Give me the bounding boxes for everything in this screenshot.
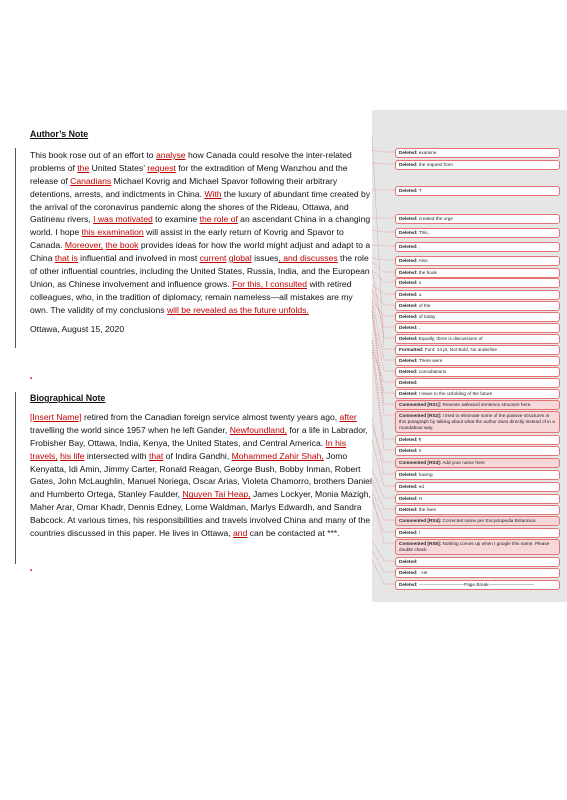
comment-balloon[interactable]: [395, 458, 560, 468]
revision-balloon[interactable]: [395, 345, 560, 355]
revision-balloon[interactable]: [395, 242, 560, 252]
balloon-text: Font: 14 pt, Not Bold, No underline: [423, 347, 497, 352]
comment-balloon[interactable]: [395, 400, 560, 410]
balloon-label: Deleted:: [399, 292, 418, 297]
change-bar: [15, 392, 16, 564]
balloon-text: Equally, there is discussions of: [417, 336, 483, 341]
balloon-label: Deleted:: [399, 369, 418, 374]
paragraph-text[interactable]: issues: [251, 253, 279, 264]
balloon-text: examine: [417, 150, 437, 155]
balloon-label: Deleted:: [399, 391, 418, 396]
balloon-text: Also: [417, 258, 428, 263]
tracked-insertion[interactable]: that is: [54, 253, 78, 264]
tracked-insertion[interactable]: after: [339, 411, 357, 422]
revision-balloon[interactable]: [395, 378, 560, 388]
paragraph-text[interactable]: This book rose out of an effort to: [30, 149, 156, 160]
dateline: Ottawa, August 15, 2020: [30, 323, 125, 334]
balloon-label: Deleted:: [399, 496, 418, 501]
balloon-label: Deleted:: [399, 358, 418, 363]
tracked-insertion[interactable]: I was motivated: [93, 214, 153, 225]
author-note-paragraph[interactable]: [30, 149, 372, 317]
tracked-insertion[interactable]: will be revealed as the future unfolds.: [166, 304, 309, 315]
balloon-label: Commented [RS4]:: [399, 518, 442, 523]
tracked-insertion[interactable]: analyse: [155, 149, 186, 160]
revision-balloon[interactable]: [395, 446, 560, 456]
balloon-label: Deleted:: [399, 484, 418, 489]
paragraph-text[interactable]: Michael Kovrig and Michael Spavor following their arbitrary detentions, arrests, and indictments in China.: [30, 175, 338, 199]
paragraph-text[interactable]: intersected with: [84, 450, 149, 461]
comment-balloon[interactable]: [395, 411, 560, 433]
balloon-text: Rewrote awkward sentence structure here.: [441, 402, 532, 407]
revision-balloon[interactable]: [395, 334, 560, 344]
paragraph-text[interactable]: for the extradition of Meng Wanzhou and the release of: [30, 162, 348, 186]
paragraph-text[interactable]: United States’: [89, 162, 148, 173]
balloon-label: Commented [RS2]:: [399, 413, 442, 418]
tracked-insertion[interactable]: Nguyen Tai Heap,: [182, 489, 251, 500]
paragraph-text[interactable]: for a life in Labrador, Frobisher Bay, Ottawa, India, Kenya, the United States, and Central America.: [30, 424, 368, 448]
balloon-text: the book: [417, 270, 437, 275]
tracked-insertion[interactable]: For this, I consulted: [232, 278, 308, 289]
comment-balloon[interactable]: [395, 539, 560, 555]
balloon-label: Commented [RS3]:: [399, 460, 442, 465]
balloon-text: consultations: [417, 369, 447, 374]
balloon-label: Deleted:: [399, 582, 418, 587]
paragraph-mark-icon: ▪: [30, 376, 33, 382]
balloon-label: Deleted:: [399, 336, 418, 341]
paragraph-text[interactable]: how Canada could resolve the inter-related problems of: [30, 149, 352, 173]
balloon-text: s: [417, 280, 422, 285]
tracked-insertion[interactable]: the role of: [199, 214, 238, 225]
balloon-label: Deleted:: [399, 258, 418, 263]
balloon-text: u: [417, 292, 422, 297]
tracked-insertion[interactable]: , and discusses: [278, 253, 338, 264]
paragraph-text[interactable]: can be contacted at ***.: [247, 528, 340, 539]
balloon-label: Deleted:: [399, 530, 418, 535]
paragraph-text[interactable]: James Lockyer, Monia Mazigh, Maher Arar, Omar Khadr, Dennis Edney, Lorne Waldman, Marlys Edwardh, and Sandra Babcock. At various times, his responsibilities and travels involved China and many of the countries discussed in this paper. He lives in Ottawa,: [30, 489, 371, 539]
balloon-label: Commented [RS1]:: [399, 402, 442, 407]
tracked-insertion[interactable]: Canadians: [70, 175, 112, 186]
revision-balloon[interactable]: [395, 323, 560, 333]
revision-balloon[interactable]: [395, 470, 560, 480]
balloon-label: Deleted:: [399, 303, 418, 308]
author-note-section: [30, 128, 372, 344]
comment-balloon[interactable]: [395, 516, 560, 526]
tracked-insertion[interactable]: current: [199, 253, 227, 264]
balloon-text: created the urge: [417, 216, 453, 221]
paragraph-text[interactable]: the luxury of abundant time created by the arrival of the coronavirus pandemic along the shores of the Rideau, Ottawa, and Gatineau rivers,: [30, 188, 371, 225]
balloon-text: Nothing comes up when I google this name. Please double check: [399, 541, 550, 552]
tracked-insertion[interactable]: global: [228, 253, 252, 264]
balloon-text: T: [417, 188, 422, 193]
revision-balloon[interactable]: [395, 160, 560, 170]
balloon-label: Deleted:: [399, 230, 418, 235]
revision-balloon[interactable]: [395, 580, 560, 590]
balloon-label: Deleted:: [399, 559, 418, 564]
tracked-insertion[interactable]: that: [148, 450, 164, 461]
paragraph-text[interactable]: provides ideas for how the world might adjust and adapt to a China: [30, 240, 371, 264]
revision-balloon[interactable]: [395, 312, 560, 322]
tracked-insertion[interactable]: the book: [105, 240, 139, 251]
balloon-text: ed: [417, 484, 425, 489]
revision-balloon[interactable]: [395, 356, 560, 366]
tracked-insertion[interactable]: and: [233, 528, 248, 539]
change-bar: [15, 148, 16, 348]
revision-balloon[interactable]: [395, 389, 560, 399]
paragraph-text[interactable]: will assist in the early return of Kovrig and Spavor to Canada.: [30, 227, 344, 251]
tracked-insertion[interactable]: [Insert Name]: [30, 411, 82, 422]
paragraph-text[interactable]: with retired colleagues, who, in the tradition of diplomacy, remain nameless—all mistakes are my own. The validity of my conclusions: [30, 278, 353, 315]
paragraph-mark-icon: ▪: [30, 568, 33, 574]
balloon-label: Formatted:: [399, 347, 424, 352]
balloon-label: Deleted:: [399, 448, 418, 453]
tracked-insertion[interactable]: the: [77, 162, 90, 173]
revision-balloon[interactable]: [395, 505, 560, 515]
revision-balloon[interactable]: [395, 482, 560, 492]
balloon-text: n: [417, 448, 422, 453]
balloon-text: . He: [417, 570, 428, 575]
revision-balloon[interactable]: [395, 435, 560, 445]
balloon-text: the request from: [417, 162, 453, 167]
tracked-insertion[interactable]: With: [204, 188, 222, 199]
balloon-label: Deleted:: [399, 507, 418, 512]
balloon-label: Deleted:: [399, 472, 418, 477]
balloon-label: Deleted:: [399, 244, 418, 249]
balloon-text: This,: [417, 230, 429, 235]
paragraph-text[interactable]: Jomo Kenyatta, Idi Amin, Jimmy Carter, Ronald Reagan, George Bush, Bobby Inman, Robert Gates, John McLaughlin, Manuel Noriega, Oscar Arias, Violeta Chamorro, brothers Daniel and Humberto Ortega, Stanley Faulder,: [30, 450, 372, 500]
revision-balloon[interactable]: [395, 186, 560, 196]
paragraph-text[interactable]: travelling the world since 1957 when he left Gander,: [30, 424, 230, 435]
balloon-text: -----------------------------Page Break-----------------------------: [417, 582, 534, 587]
balloon-text: of the: [417, 303, 431, 308]
paragraph-text[interactable]: the role of other influential countries, including the United States, Russia, India, and the European Union, as Chinese involvement and influence grows.: [30, 253, 370, 289]
balloon-label: Deleted:: [399, 314, 418, 319]
bio-note-paragraph[interactable]: [30, 411, 372, 540]
balloon-text: ,: [417, 325, 421, 330]
balloon-text: the lives: [417, 507, 436, 512]
revision-balloon[interactable]: [395, 256, 560, 266]
revision-balloon[interactable]: [395, 214, 560, 224]
revision-balloon[interactable]: [395, 367, 560, 377]
balloon-text: i: [417, 530, 420, 535]
balloon-label: Deleted:: [399, 216, 418, 221]
balloon-label: Deleted:: [399, 280, 418, 285]
author-note-heading: Author’s Note: [30, 129, 89, 139]
paragraph-text[interactable]: an ascendant China in a changing world. I hope: [30, 214, 371, 238]
balloon-text: ¶: [417, 437, 422, 442]
balloon-text: Corrected name per Encyclopedia Britannica: [441, 518, 536, 523]
balloon-text: There were: [417, 358, 443, 363]
balloon-text: of today: [417, 314, 436, 319]
revision-balloon[interactable]: [395, 494, 560, 504]
revision-balloon[interactable]: [395, 557, 560, 567]
balloon-label: Deleted:: [399, 162, 418, 167]
revision-balloon[interactable]: [395, 290, 560, 300]
balloon-label: Deleted:: [399, 325, 418, 330]
revision-balloon[interactable]: [395, 228, 560, 238]
balloon-text: I leave to the unfolding of the future: [417, 391, 493, 396]
paragraph-text[interactable]: of Indira Gandhi,: [163, 450, 232, 461]
balloon-text: having: [417, 472, 433, 477]
balloon-label: Commented [RS5]:: [399, 541, 442, 546]
paragraph-text[interactable]: influential and involved in most: [77, 253, 200, 264]
tracked-insertion[interactable]: his life: [60, 450, 85, 461]
revision-balloon[interactable]: [395, 301, 560, 311]
revision-balloon[interactable]: [395, 528, 560, 538]
bio-note-section: [30, 392, 372, 540]
balloon-label: Deleted:: [399, 437, 418, 442]
balloon-label: Deleted:: [399, 188, 418, 193]
balloon-label: Deleted:: [399, 270, 418, 275]
revision-balloon[interactable]: [395, 268, 560, 278]
revision-balloon[interactable]: [395, 148, 560, 158]
tracked-insertion[interactable]: Mohammed Zahir Shah,: [231, 450, 324, 461]
tracked-insertion[interactable]: this examination: [81, 227, 144, 238]
revision-balloon[interactable]: [395, 568, 560, 578]
balloon-label: Deleted:: [399, 570, 418, 575]
balloon-label: Deleted:: [399, 150, 418, 155]
balloon-text: Add your name here: [441, 460, 485, 465]
paragraph-text[interactable]: to examine: [152, 214, 200, 225]
tracked-insertion[interactable]: request: [147, 162, 176, 173]
balloon-text: H: [417, 496, 423, 501]
revision-balloon[interactable]: [395, 278, 560, 288]
bio-note-heading: Biographical Note: [30, 393, 106, 403]
tracked-insertion[interactable]: Moreover,: [64, 240, 104, 251]
balloon-label: Deleted:: [399, 380, 418, 385]
balloon-text: ,: [417, 244, 421, 249]
balloon-text: I tried to eliminate some of the passive structures in this paragraph by talking about what the author does directly instead of in a roundabout way.: [399, 413, 555, 430]
paragraph-text[interactable]: retired from the Canadian foreign service almost twenty years ago,: [81, 411, 340, 422]
tracked-insertion[interactable]: Newfoundland,: [229, 424, 288, 435]
tracked-insertion[interactable]: In his travels,: [30, 437, 347, 461]
